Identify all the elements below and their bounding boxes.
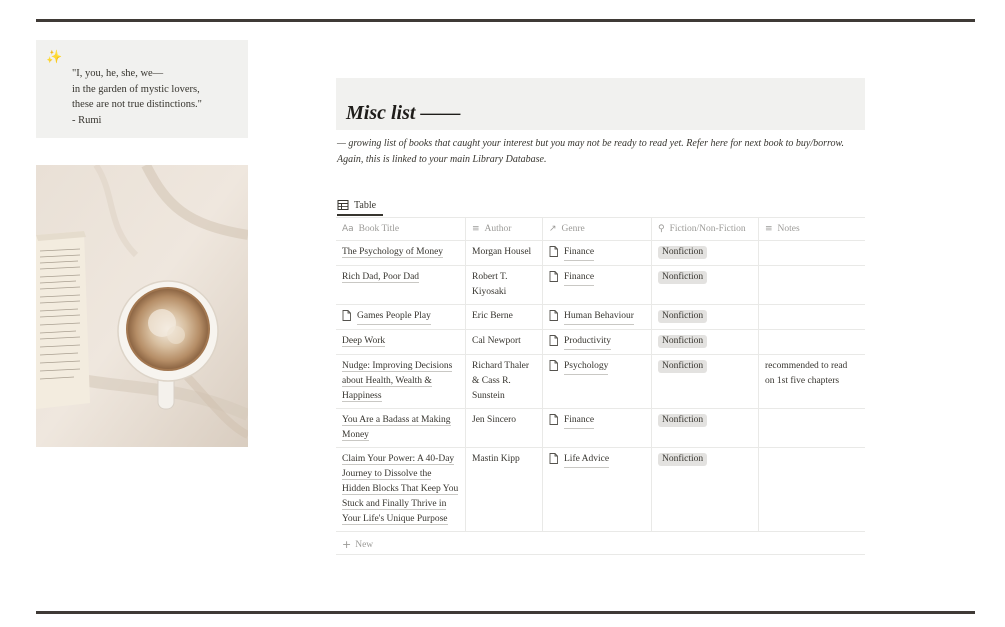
genre-link[interactable]: Psychology — [564, 359, 608, 375]
tab-label: Table — [354, 199, 377, 211]
page-description: — growing list of books that caught your interest but you may not be ready to read yet. Refer here for next book to buy/borrow. Again, this is linked to your main Library Database. — [337, 138, 844, 165]
nonfiction-tag: Nonfiction — [658, 310, 707, 323]
book-title-cell[interactable] — [336, 305, 466, 329]
table-header-row — [336, 218, 865, 241]
tab-active-indicator — [337, 214, 383, 216]
tab-table-view[interactable] — [337, 195, 376, 215]
nonfiction-tag: Nonfiction — [658, 414, 707, 427]
column-header-notes[interactable] — [759, 218, 865, 240]
table-row — [336, 409, 865, 448]
book-title-cell[interactable] — [336, 409, 466, 447]
notes-cell[interactable] — [759, 409, 865, 447]
genre-cell[interactable] — [543, 266, 652, 304]
sparkles-icon: ✨ — [46, 50, 63, 65]
table-row — [336, 305, 865, 330]
genre-link[interactable]: Productivity — [564, 334, 611, 350]
top-divider — [36, 19, 975, 22]
coffee-book-image — [36, 165, 248, 447]
nonfiction-tag: Nonfiction — [658, 360, 707, 373]
nonfiction-tag: Nonfiction — [658, 453, 707, 466]
column-header-label: Author — [484, 223, 512, 234]
book-title[interactable]: You Are a Badass at Making Money — [342, 415, 451, 440]
author-cell[interactable]: Cal Newport — [466, 330, 543, 354]
type-cell[interactable] — [652, 305, 759, 329]
genre-link[interactable]: Finance — [564, 245, 594, 261]
notes-cell[interactable] — [759, 266, 865, 304]
nonfiction-tag: Nonfiction — [658, 271, 707, 284]
author-cell[interactable]: Mastin Kipp — [466, 448, 543, 531]
quote-callout — [36, 40, 248, 138]
genre-link[interactable]: Finance — [564, 413, 594, 429]
plus-icon: + — [342, 538, 352, 551]
column-header-label: Notes — [777, 223, 800, 234]
notes-cell[interactable] — [759, 448, 865, 531]
book-title[interactable]: Rich Dad, Poor Dad — [342, 272, 420, 282]
author-cell[interactable]: Morgan Housel — [466, 241, 543, 265]
type-cell[interactable] — [652, 448, 759, 531]
type-cell[interactable] — [652, 330, 759, 354]
genre-cell[interactable] — [543, 330, 652, 354]
notes-cell[interactable] — [759, 330, 865, 354]
book-title[interactable]: Deep Work — [342, 336, 386, 346]
book-title-cell[interactable] — [336, 355, 466, 408]
new-row-label: New — [355, 539, 374, 550]
text-lines-icon: ≡ — [472, 223, 480, 234]
page-icon — [549, 453, 558, 464]
page-icon — [549, 310, 558, 321]
genre-link[interactable]: Life Advice — [564, 452, 609, 468]
genre-link[interactable]: Human Behaviour — [564, 309, 634, 325]
quote-text — [72, 66, 202, 128]
column-header-label: Genre — [561, 223, 585, 234]
type-cell[interactable] — [652, 355, 759, 408]
column-header-book-title[interactable] — [336, 218, 466, 240]
column-header-label: Book Title — [358, 223, 400, 234]
books-table — [336, 217, 865, 532]
book-title[interactable]: Nudge: Improving Decisions about Health, Wealth & Happiness — [342, 361, 453, 401]
page-icon — [549, 246, 558, 257]
bottom-divider — [36, 611, 975, 614]
type-cell[interactable] — [652, 409, 759, 447]
column-header-author[interactable] — [466, 218, 543, 240]
page-icon — [549, 360, 558, 371]
type-cell[interactable] — [652, 266, 759, 304]
genre-cell[interactable] — [543, 448, 652, 531]
notes-cell[interactable] — [759, 241, 865, 265]
nonfiction-tag: Nonfiction — [658, 246, 707, 259]
relation-arrow-icon: ↗ — [549, 223, 557, 234]
book-title[interactable]: Claim Your Power: A 40-Day Journey to Dissolve the Hidden Blocks That Keep You Stuck and Finally Thrive in Your Life's Unique Purpose — [342, 454, 459, 524]
text-lines-icon: ≡ — [765, 223, 773, 234]
author-cell[interactable]: Eric Berne — [466, 305, 543, 329]
add-new-row-button[interactable] — [336, 535, 865, 555]
author-cell[interactable]: Richard Thaler & Cass R. Sunstein — [466, 355, 543, 408]
table-icon — [337, 199, 349, 211]
page-title: Misc list —— — [346, 102, 461, 124]
book-title-cell[interactable] — [336, 241, 466, 265]
table-row — [336, 448, 865, 532]
table-row — [336, 355, 865, 409]
quote-author: - Rumi — [72, 114, 102, 126]
type-cell[interactable] — [652, 241, 759, 265]
genre-cell[interactable] — [543, 355, 652, 408]
author-cell[interactable]: Jen Sincero — [466, 409, 543, 447]
column-header-label: Fiction/Non-Fiction — [669, 223, 746, 234]
page-icon — [549, 414, 558, 425]
notes-cell[interactable] — [759, 305, 865, 329]
book-title-cell[interactable] — [336, 330, 466, 354]
search-icon: ⚲ — [658, 223, 665, 234]
column-header-genre[interactable] — [543, 218, 652, 240]
genre-cell[interactable] — [543, 241, 652, 265]
table-row — [336, 266, 865, 305]
notes-cell[interactable]: recommended to read on 1st five chapters — [765, 361, 848, 386]
genre-cell[interactable] — [543, 409, 652, 447]
book-title-cell[interactable] — [336, 266, 466, 304]
book-title-cell[interactable] — [336, 448, 466, 531]
quote-line: "I, you, he, she, we— — [72, 68, 164, 79]
book-title[interactable]: The Psychology of Money — [342, 247, 444, 257]
column-header-fiction-nonfiction[interactable] — [652, 218, 759, 240]
page-title-block — [336, 78, 865, 130]
page-icon — [549, 335, 558, 346]
quote-line: in the garden of mystic lovers, — [72, 83, 200, 95]
quote-line: these are not true distinctions." — [72, 99, 202, 110]
genre-cell[interactable] — [543, 305, 652, 329]
nonfiction-tag: Nonfiction — [658, 335, 707, 348]
table-row — [336, 330, 865, 355]
genre-link[interactable]: Finance — [564, 270, 594, 286]
author-cell[interactable]: Robert T. Kiyosaki — [466, 266, 543, 304]
page-icon — [342, 310, 351, 321]
table-row — [336, 241, 865, 266]
title-icon: Aa — [342, 223, 354, 234]
book-title[interactable]: Games People Play — [357, 309, 431, 325]
page-icon — [549, 271, 558, 282]
